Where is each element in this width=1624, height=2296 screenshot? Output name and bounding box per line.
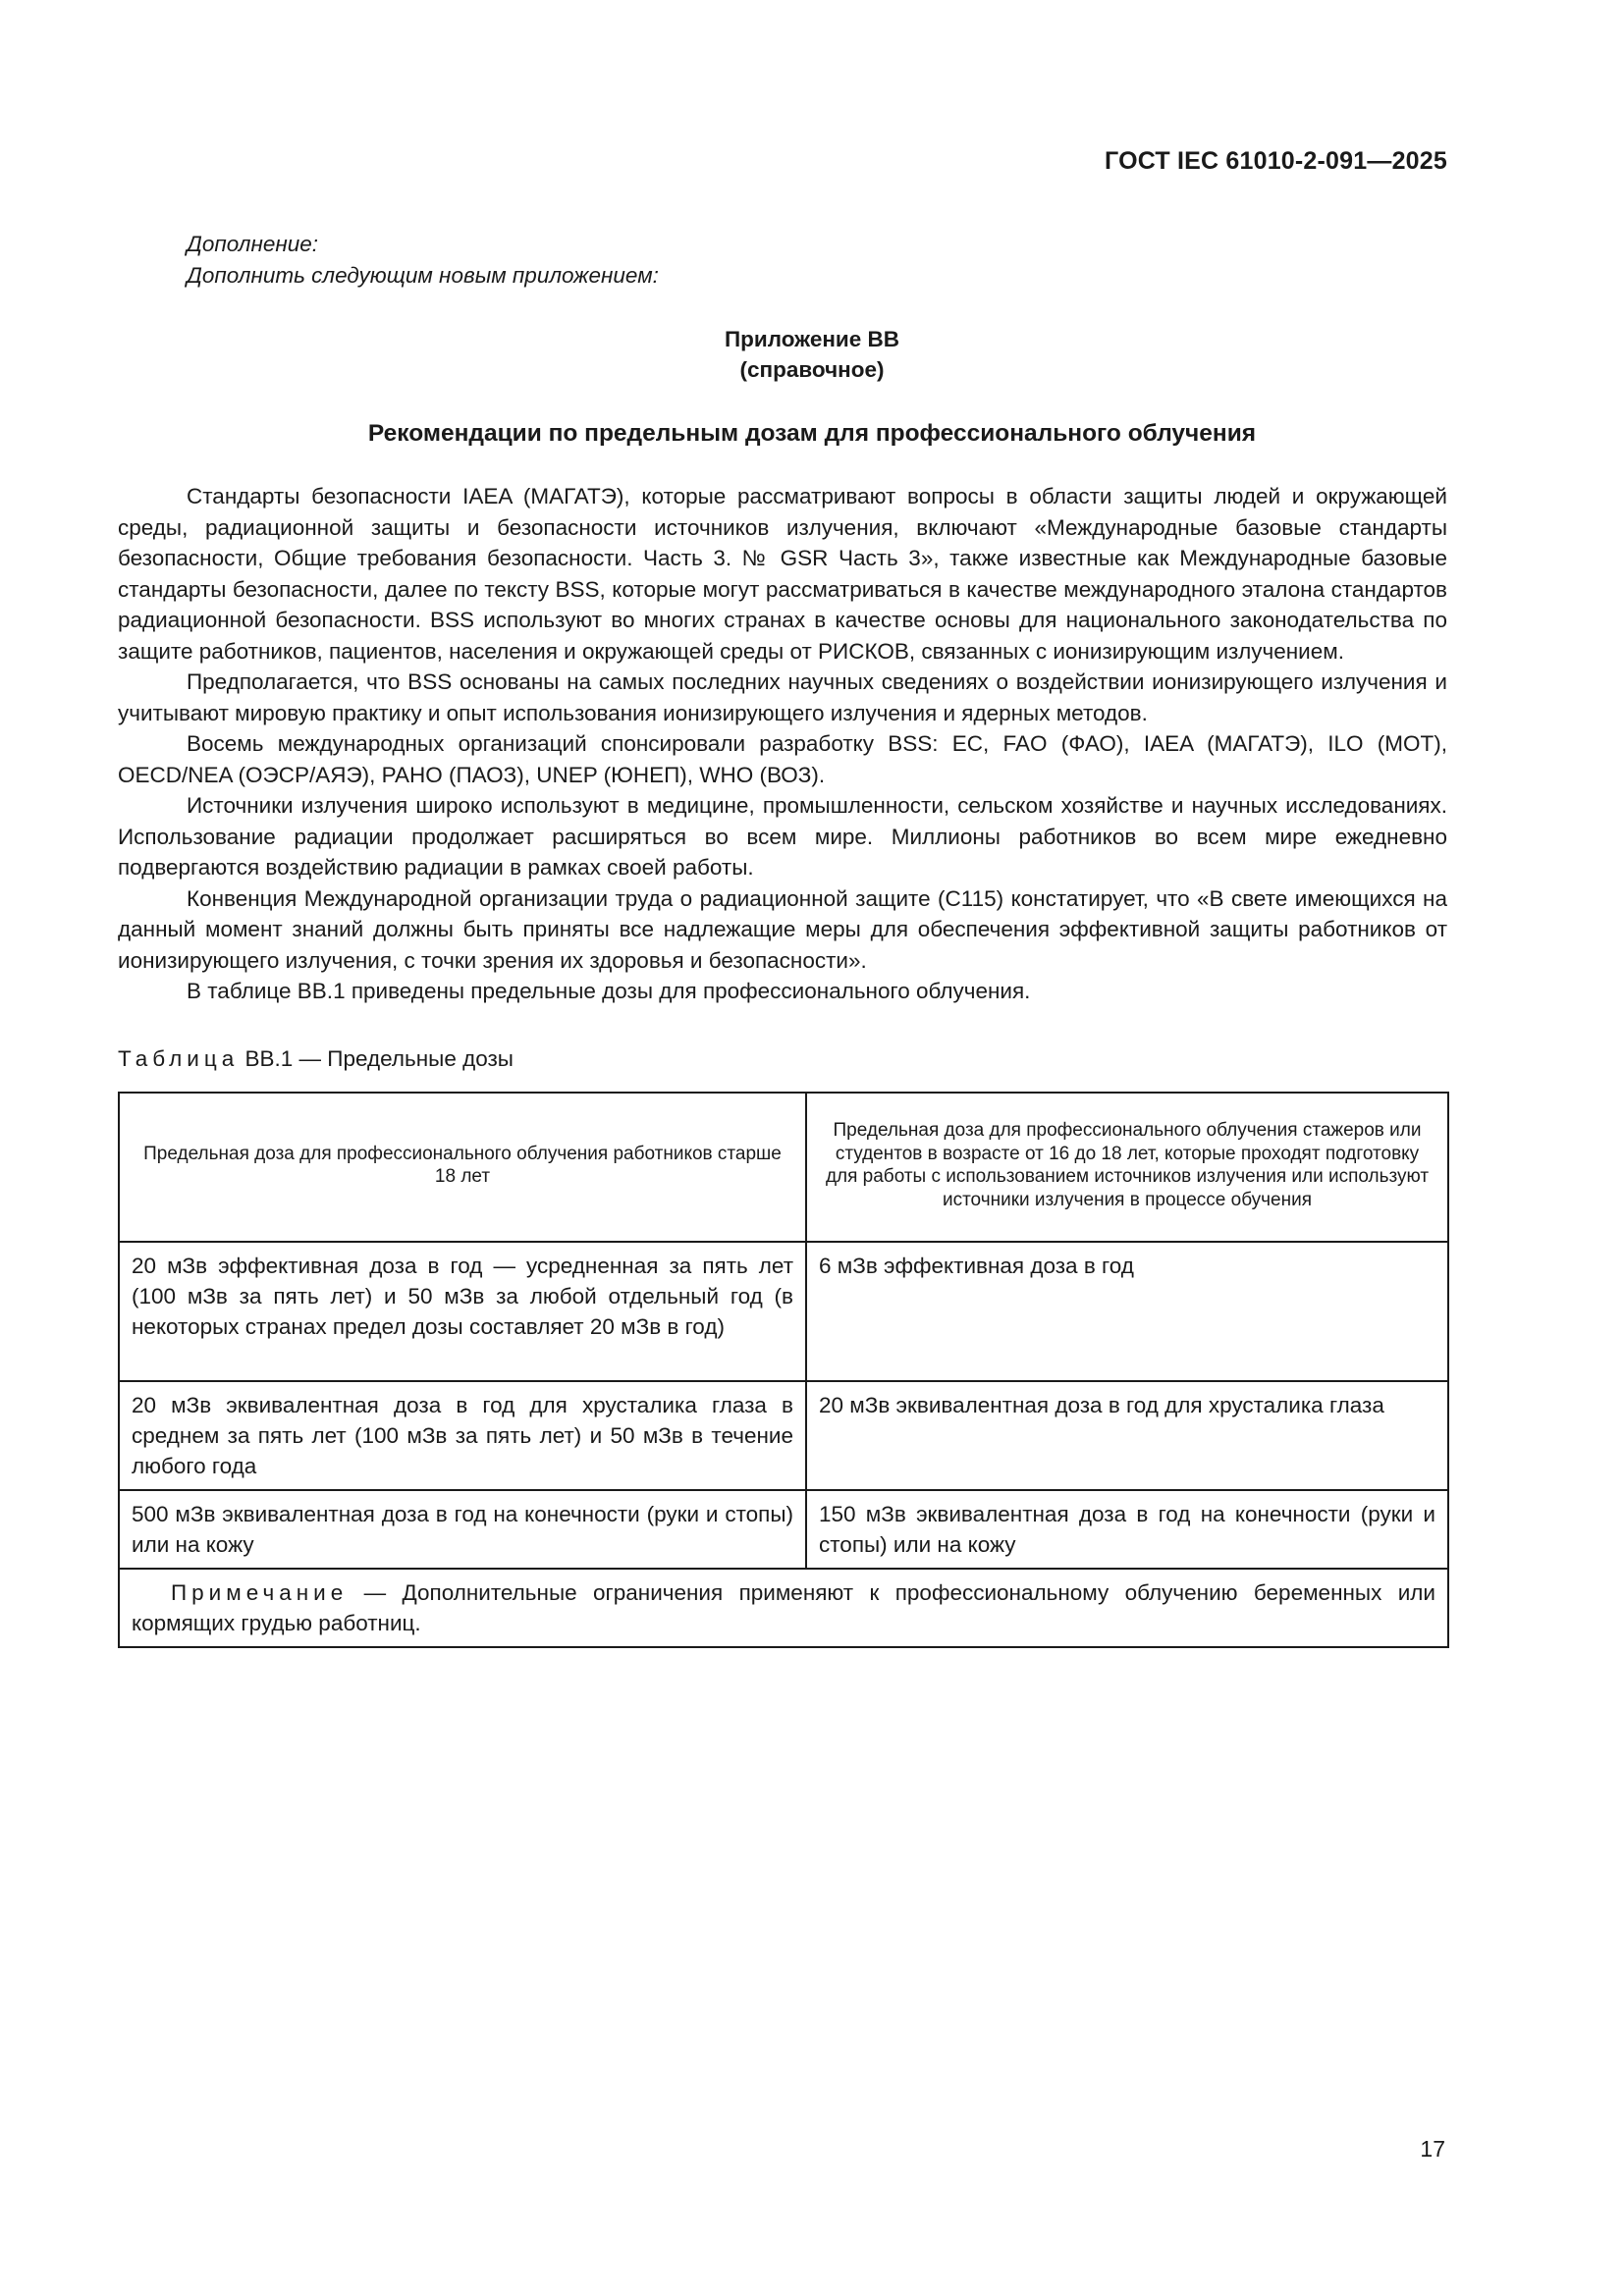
- table-row: [119, 1242, 1448, 1381]
- table-caption-word: Таблица: [118, 1046, 240, 1071]
- table-note: [119, 1569, 1448, 1647]
- appendix-heading: Рекомендации по предельным дозам для профессионального облучения: [367, 420, 1257, 447]
- table-header-row: [119, 1093, 1448, 1237]
- intro-line-1: Дополнение:: [187, 232, 319, 256]
- table-note-row: [119, 1569, 1448, 1647]
- table-note-word: Примечание: [171, 1580, 349, 1605]
- paragraph: В таблице ВВ.1 приведены предельные дозы для профессионального облучения.: [187, 979, 1031, 1003]
- body-text: [118, 481, 1447, 1007]
- paragraph: Предполагается, что BSS основаны на самых последних научных сведениях о воздействии ионизирующего излучения и учитывают мировую практику и опыт использования ионизирующего излучения и ядерных методов.: [118, 669, 1447, 725]
- table-cell: 150 мЗв эквивалентная доза в год на конечности (руки и стопы) или на кожу: [806, 1490, 1448, 1569]
- table-note-text: — Дополнительные ограничения применяют к профессиональному облучению беременных или кормящих грудью работниц.: [132, 1580, 1435, 1635]
- table-cell: 6 мЗв эффективная доза в год: [806, 1242, 1448, 1381]
- paragraph: Конвенция Международной организации труда о радиационной защите (С115) констатирует, что «В свете имеющихся на данный момент знаний должны быть приняты все надлежащие меры для обеспечения эффективной защиты работников от ионизирующего излучения, с точки зрения их здоровья и безопасности».: [118, 885, 1447, 973]
- appendix-title: Приложение ВВ: [724, 327, 900, 351]
- table-row: [119, 1381, 1448, 1490]
- column-header-trainees: Предельная доза для профессионального облучения стажеров или студентов в возрасте от 16 до 18 лет, которые проходят подготовку для работы с использованием источников излучения или используют источники излучения в процессе обучения: [806, 1093, 1448, 1237]
- document-header: ГОСТ IEC 61010-2-091—2025: [1105, 147, 1447, 175]
- column-header-workers: Предельная доза для профессионального облучения работников старше 18 лет: [119, 1093, 806, 1237]
- table-cell: 20 мЗв эффективная доза в год — усредненная за пять лет (100 мЗв за пять лет) и 50 мЗв за любой отдельный год (в некоторых странах предел дозы составляет 20 мЗв в год): [119, 1242, 806, 1381]
- paragraph: Восемь международных организаций спонсировали разработку BSS: ЕС, FAO (ФАО), IAEA (МАГАТЭ), ILO (МОТ), OECD/NEA (ОЭСР/АЯЭ), PAHO (ПАОЗ), UNEP (ЮНЕП), WHO (ВОЗ).: [118, 731, 1447, 787]
- page-number: 17: [1420, 2136, 1445, 2162]
- dose-limits-table: [118, 1092, 1449, 1648]
- table-cell: 20 мЗв эквивалентная доза в год для хрусталика глаза в среднем за пять лет (100 мЗв за пять лет) и 50 мЗв в течение любого года: [119, 1381, 806, 1490]
- table-cell: 500 мЗв эквивалентная доза в год на конечности (руки и стопы) или на кожу: [119, 1490, 806, 1569]
- paragraph: Стандарты безопасности IAEA (МАГАТЭ), которые рассматривают вопросы в области защиты людей и окружающей среды, радиационной защиты и безопасности источников излучения, включают «Международные базовые стандарты безопасности, Общие требования безопасности. Часть 3. № GSR Часть 3», также известные как Международные базовые стандарты безопасности, далее по тексту BSS, которые могут рассматриваться в качестве международного эталона стандартов радиационной безопасности. BSS используют во многих странах в качестве основы для национального законодательства по защите работников, пациентов, населения и окружающей среды от РИСКОВ, связанных с ионизирующим излучением.: [118, 484, 1447, 664]
- table-row: [119, 1490, 1448, 1569]
- table-caption: [118, 1046, 514, 1072]
- appendix-type: (справочное): [739, 357, 885, 382]
- table-caption-text: ВВ.1 — Предельные дозы: [239, 1046, 514, 1071]
- table-cell: 20 мЗв эквивалентная доза в год для хрусталика глаза: [806, 1381, 1448, 1490]
- amendment-intro: [187, 229, 659, 292]
- intro-line-2: Дополнить следующим новым приложением:: [187, 263, 659, 288]
- appendix-label: [0, 324, 1624, 385]
- paragraph: Источники излучения широко используют в медицине, промышленности, сельском хозяйстве и научных исследованиях. Использование радиации продолжает расширяться во всем мире. Миллионы работников во всем мире ежедневно подвергаются воздействию радиации в рамках своей работы.: [118, 793, 1447, 880]
